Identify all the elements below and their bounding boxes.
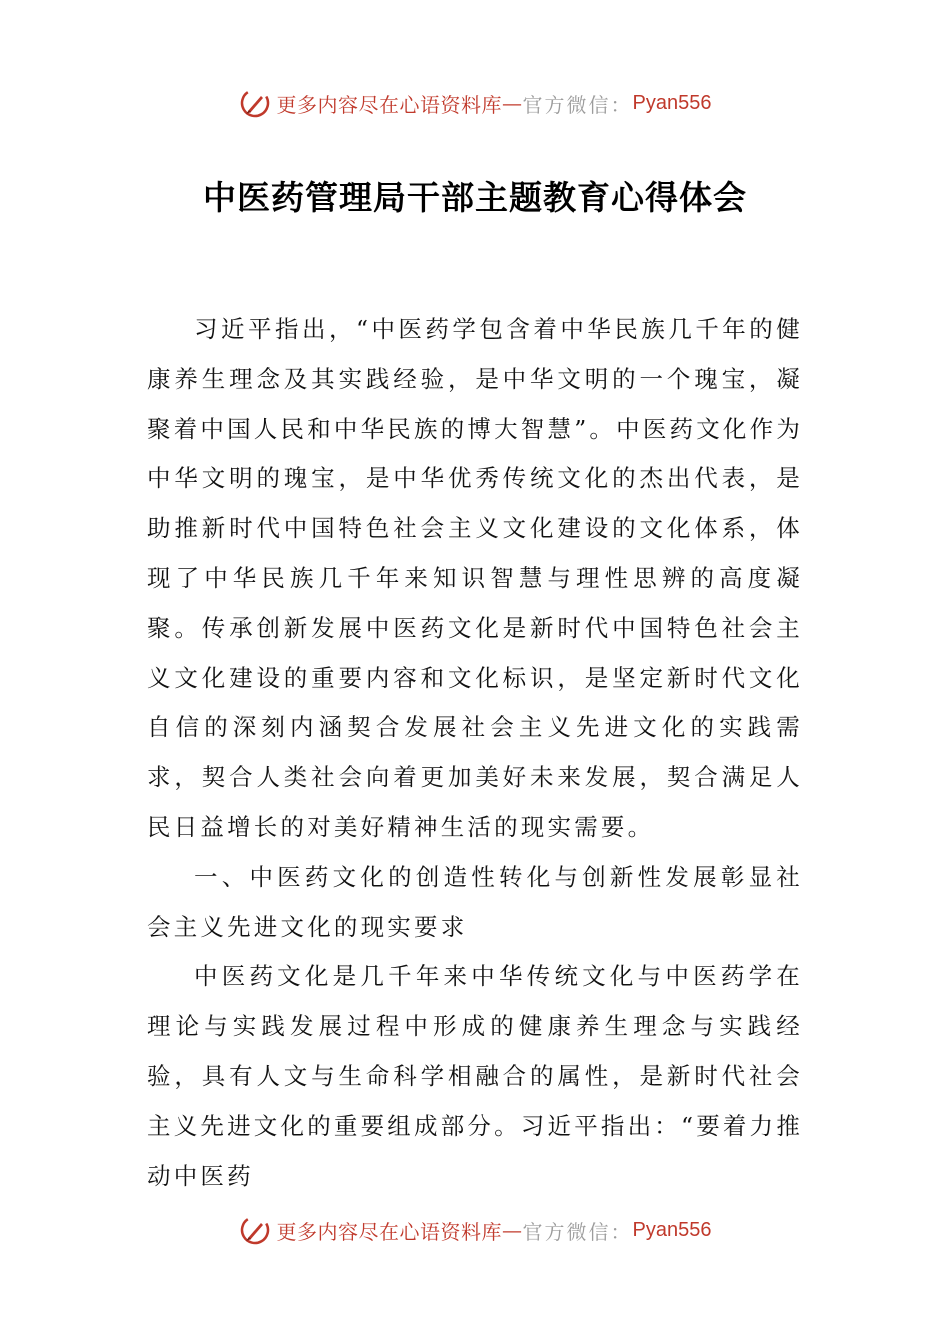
document-body <box>147 305 803 1201</box>
document-title: 中医药管理局干部主题教育心得体会 <box>203 178 747 217</box>
header-wechat-label: 官方微信： <box>522 92 633 117</box>
header-banner <box>0 83 950 123</box>
brush-seal-logo-icon <box>239 1214 271 1246</box>
section-heading-1: 一、中医药文化的创造性转化与创新性发展彰显社会主义先进文化的现实要求 <box>147 862 803 941</box>
brush-seal-logo-icon <box>239 87 271 119</box>
footer-wechat-label: 官方微信： <box>522 1219 633 1244</box>
header-wechat-id: Pyan556 <box>632 91 712 114</box>
footer-brand-text: 更多内容尽在心语资料库 <box>276 1219 503 1244</box>
header-brand-text: 更多内容尽在心语资料库 <box>276 92 503 117</box>
footer-banner <box>0 1210 950 1250</box>
paragraph-intro: 习近平指出，“中医药学包含着中华民族几千年的健康养生理念及其实践经验，是中华文明的一个瑰宝，凝聚着中国人民和中华民族的博大智慧”。中医药文化作为中华文明的瑰宝，是中华优秀传统文化的杰出代表，是助推新时代中国特色社会主义文化建设的文化体系，体现了中华民族几千年来知识智慧与理性思辨的高度凝聚。传承创新发展中医药文化是新时代中国特色社会主义文化建设的重要内容和文化标识，是坚定新时代文化自信的深刻内涵契合发展社会主义先进文化的实践需求，契合人类社会向着更加美好未来发展，契合满足人民日益增长的对美好精神生活的现实需要。 <box>147 315 804 841</box>
paragraph-section-1: 中医药文化是几千年来中华传统文化与中医药学在理论与实践发展过程中形成的健康养生理念与实践经验，具有人文与生命科学相融合的属性，是新时代社会主义先进文化的重要组成部分。习近平指出：“要着力推动中医药 <box>147 962 804 1190</box>
footer-separator: — <box>502 1218 523 1242</box>
header-separator: — <box>502 91 523 115</box>
footer-wechat-id: Pyan556 <box>632 1218 712 1241</box>
